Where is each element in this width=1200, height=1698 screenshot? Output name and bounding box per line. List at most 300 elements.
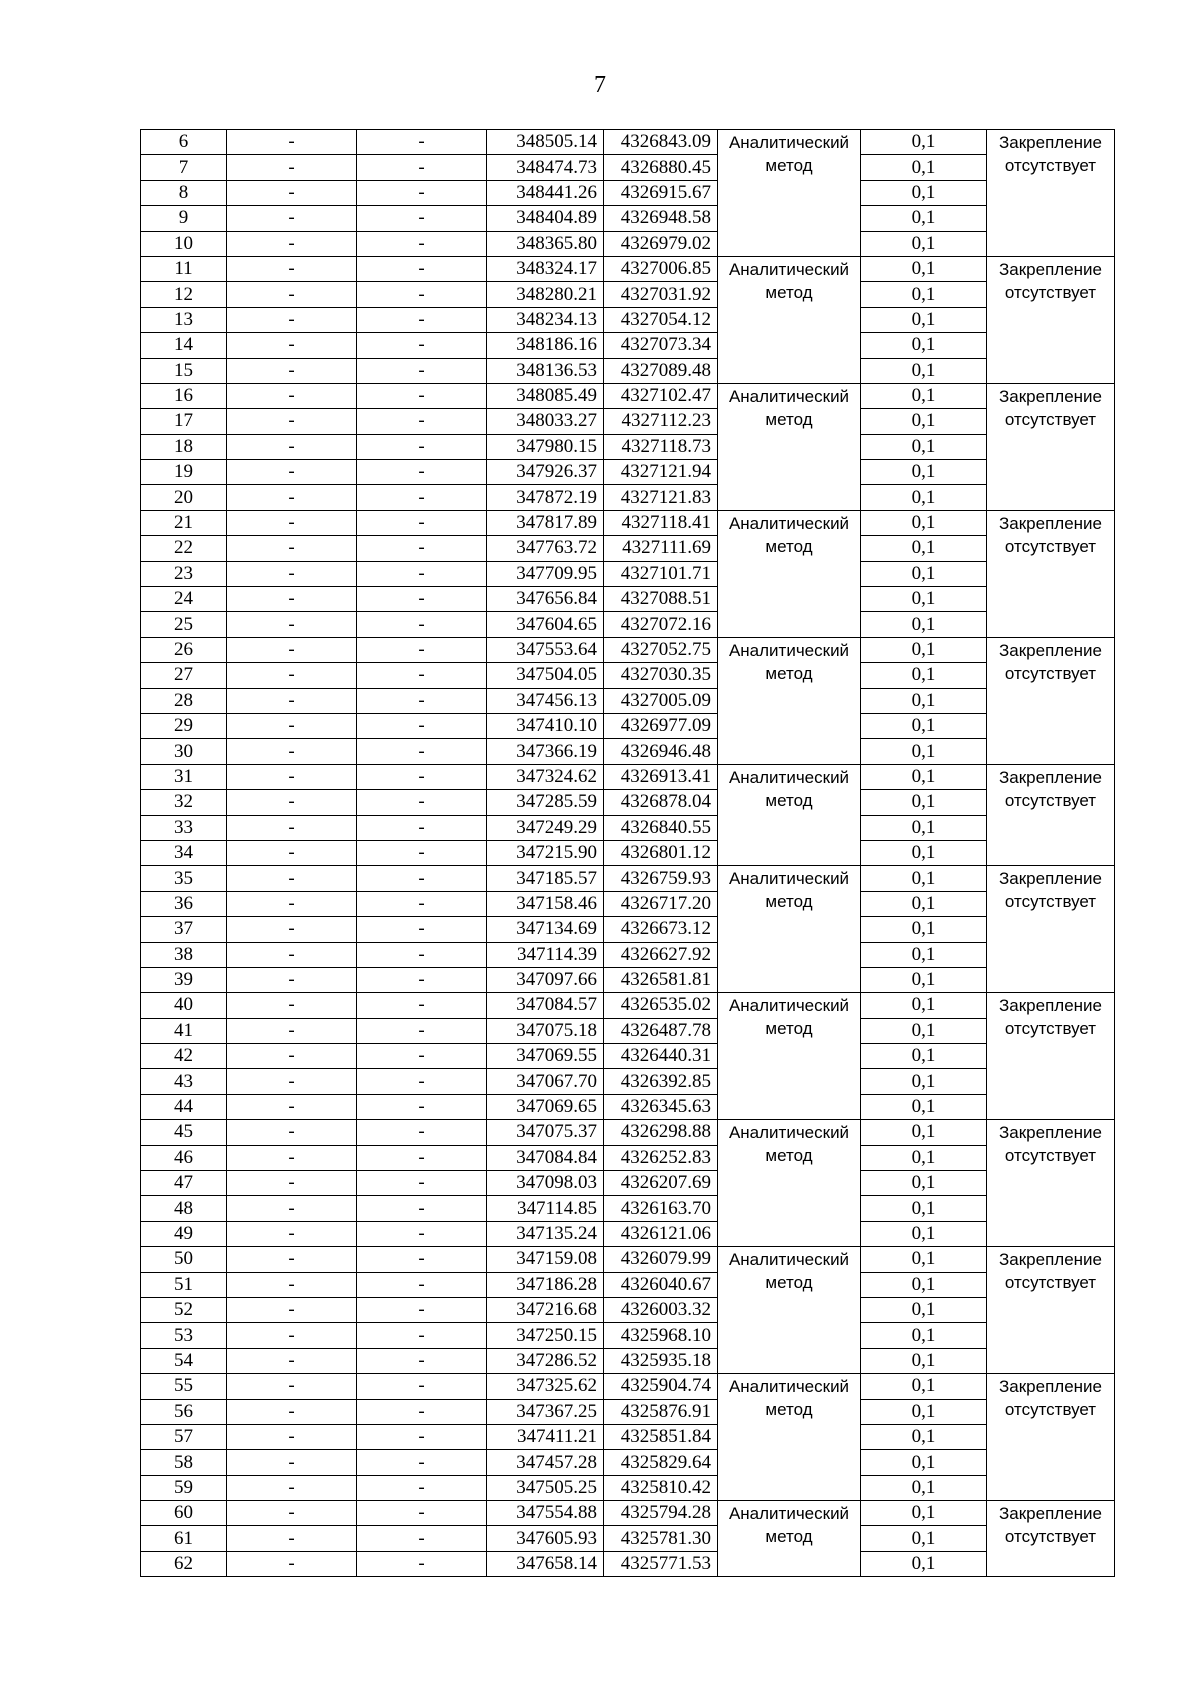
- table-row: [141, 637, 1115, 662]
- y-coordinate-cell: 4326207.69: [604, 1171, 718, 1196]
- dash-cell-2: -: [357, 1145, 487, 1170]
- table-row: [141, 333, 1115, 358]
- dash-cell-1: -: [227, 1272, 357, 1297]
- dash-cell-1: -: [227, 1526, 357, 1551]
- table-row: [141, 866, 1115, 891]
- table-row: [141, 536, 1115, 561]
- method-cell: Аналитический метод: [718, 1374, 861, 1501]
- table-row: [141, 561, 1115, 586]
- x-coordinate-cell: 347980.15: [487, 434, 604, 459]
- table-row: [141, 434, 1115, 459]
- y-coordinate-cell: 4327111.69: [604, 536, 718, 561]
- point-number-cell: 40: [141, 993, 227, 1018]
- x-coordinate-cell: 347604.65: [487, 612, 604, 637]
- dash-cell-2: -: [357, 1069, 487, 1094]
- accuracy-cell: 0,1: [861, 1348, 987, 1373]
- dash-cell-1: -: [227, 967, 357, 992]
- y-coordinate-cell: 4326581.81: [604, 967, 718, 992]
- y-coordinate-cell: 4327121.83: [604, 485, 718, 510]
- x-coordinate-cell: 348280.21: [487, 282, 604, 307]
- accuracy-cell: 0,1: [861, 1501, 987, 1526]
- dash-cell-2: -: [357, 891, 487, 916]
- dash-cell-2: -: [357, 460, 487, 485]
- table-row: [141, 1171, 1115, 1196]
- accuracy-cell: 0,1: [861, 840, 987, 865]
- accuracy-cell: 0,1: [861, 917, 987, 942]
- x-coordinate-cell: 347763.72: [487, 536, 604, 561]
- dash-cell-1: -: [227, 993, 357, 1018]
- x-coordinate-cell: 347250.15: [487, 1323, 604, 1348]
- accuracy-cell: 0,1: [861, 891, 987, 916]
- y-coordinate-cell: 4326979.02: [604, 231, 718, 256]
- table-row: [141, 206, 1115, 231]
- point-number-cell: 29: [141, 713, 227, 738]
- y-coordinate-cell: 4326717.20: [604, 891, 718, 916]
- x-coordinate-cell: 347324.62: [487, 764, 604, 789]
- dash-cell-1: -: [227, 764, 357, 789]
- fixation-cell: Закрепление отсутствует: [987, 1374, 1115, 1501]
- dash-cell-2: -: [357, 1297, 487, 1322]
- accuracy-cell: 0,1: [861, 637, 987, 662]
- dash-cell-2: -: [357, 510, 487, 535]
- y-coordinate-cell: 4326252.83: [604, 1145, 718, 1170]
- point-number-cell: 39: [141, 967, 227, 992]
- dash-cell-1: -: [227, 231, 357, 256]
- table-row: [141, 180, 1115, 205]
- y-coordinate-cell: 4325968.10: [604, 1323, 718, 1348]
- accuracy-cell: 0,1: [861, 1247, 987, 1272]
- table-row: [141, 942, 1115, 967]
- y-coordinate-cell: 4326298.88: [604, 1120, 718, 1145]
- method-cell: Аналитический метод: [718, 256, 861, 383]
- dash-cell-1: -: [227, 130, 357, 155]
- y-coordinate-cell: 4326878.04: [604, 790, 718, 815]
- x-coordinate-cell: 347605.93: [487, 1526, 604, 1551]
- point-number-cell: 60: [141, 1501, 227, 1526]
- table-row: [141, 1247, 1115, 1272]
- dash-cell-2: -: [357, 206, 487, 231]
- y-coordinate-cell: 4327005.09: [604, 688, 718, 713]
- table-row: [141, 1145, 1115, 1170]
- x-coordinate-cell: 348441.26: [487, 180, 604, 205]
- x-coordinate-cell: 347658.14: [487, 1551, 604, 1576]
- dash-cell-1: -: [227, 180, 357, 205]
- x-coordinate-cell: 347084.57: [487, 993, 604, 1018]
- dash-cell-2: -: [357, 1501, 487, 1526]
- point-number-cell: 20: [141, 485, 227, 510]
- y-coordinate-cell: 4326948.58: [604, 206, 718, 231]
- accuracy-cell: 0,1: [861, 1399, 987, 1424]
- point-number-cell: 15: [141, 358, 227, 383]
- dash-cell-1: -: [227, 663, 357, 688]
- dash-cell-1: -: [227, 739, 357, 764]
- accuracy-cell: 0,1: [861, 333, 987, 358]
- table-row: [141, 510, 1115, 535]
- x-coordinate-cell: 347325.62: [487, 1374, 604, 1399]
- dash-cell-2: -: [357, 1323, 487, 1348]
- point-number-cell: 52: [141, 1297, 227, 1322]
- accuracy-cell: 0,1: [861, 1171, 987, 1196]
- point-number-cell: 17: [141, 409, 227, 434]
- y-coordinate-cell: 4327006.85: [604, 256, 718, 281]
- point-number-cell: 19: [141, 460, 227, 485]
- table-row: [141, 1551, 1115, 1576]
- y-coordinate-cell: 4326843.09: [604, 130, 718, 155]
- y-coordinate-cell: 4326913.41: [604, 764, 718, 789]
- table-row: [141, 1018, 1115, 1043]
- x-coordinate-cell: 347135.24: [487, 1221, 604, 1246]
- dash-cell-1: -: [227, 587, 357, 612]
- dash-cell-2: -: [357, 1247, 487, 1272]
- accuracy-cell: 0,1: [861, 1526, 987, 1551]
- dash-cell-2: -: [357, 231, 487, 256]
- y-coordinate-cell: 4327054.12: [604, 307, 718, 332]
- accuracy-cell: 0,1: [861, 587, 987, 612]
- point-number-cell: 33: [141, 815, 227, 840]
- dash-cell-1: -: [227, 840, 357, 865]
- y-coordinate-cell: 4326627.92: [604, 942, 718, 967]
- fixation-cell: Закрепление отсутствует: [987, 1501, 1115, 1577]
- y-coordinate-cell: 4327118.73: [604, 434, 718, 459]
- point-number-cell: 18: [141, 434, 227, 459]
- table-row: [141, 1526, 1115, 1551]
- table-row: [141, 1297, 1115, 1322]
- accuracy-cell: 0,1: [861, 1196, 987, 1221]
- accuracy-cell: 0,1: [861, 1323, 987, 1348]
- x-coordinate-cell: 347075.37: [487, 1120, 604, 1145]
- accuracy-cell: 0,1: [861, 1120, 987, 1145]
- table-row: [141, 1221, 1115, 1246]
- accuracy-cell: 0,1: [861, 536, 987, 561]
- fixation-cell: Закрепление отсутствует: [987, 764, 1115, 866]
- dash-cell-2: -: [357, 561, 487, 586]
- point-number-cell: 59: [141, 1475, 227, 1500]
- dash-cell-2: -: [357, 155, 487, 180]
- point-number-cell: 37: [141, 917, 227, 942]
- dash-cell-1: -: [227, 891, 357, 916]
- accuracy-cell: 0,1: [861, 1094, 987, 1119]
- accuracy-cell: 0,1: [861, 206, 987, 231]
- accuracy-cell: 0,1: [861, 1424, 987, 1449]
- table-row: [141, 1424, 1115, 1449]
- accuracy-cell: 0,1: [861, 485, 987, 510]
- point-number-cell: 36: [141, 891, 227, 916]
- point-number-cell: 16: [141, 383, 227, 408]
- x-coordinate-cell: 348186.16: [487, 333, 604, 358]
- x-coordinate-cell: 347656.84: [487, 587, 604, 612]
- dash-cell-1: -: [227, 942, 357, 967]
- point-number-cell: 32: [141, 790, 227, 815]
- table-row: [141, 231, 1115, 256]
- y-coordinate-cell: 4326880.45: [604, 155, 718, 180]
- dash-cell-2: -: [357, 485, 487, 510]
- method-cell: Аналитический метод: [718, 1247, 861, 1374]
- accuracy-cell: 0,1: [861, 383, 987, 408]
- dash-cell-2: -: [357, 1475, 487, 1500]
- y-coordinate-cell: 4327088.51: [604, 587, 718, 612]
- dash-cell-1: -: [227, 637, 357, 662]
- point-number-cell: 41: [141, 1018, 227, 1043]
- method-cell: Аналитический метод: [718, 1501, 861, 1577]
- fixation-cell: Закрепление отсутствует: [987, 383, 1115, 510]
- table-row: [141, 409, 1115, 434]
- point-number-cell: 62: [141, 1551, 227, 1576]
- dash-cell-2: -: [357, 1348, 487, 1373]
- dash-cell-2: -: [357, 383, 487, 408]
- dash-cell-2: -: [357, 967, 487, 992]
- accuracy-cell: 0,1: [861, 1475, 987, 1500]
- x-coordinate-cell: 347504.05: [487, 663, 604, 688]
- dash-cell-1: -: [227, 1171, 357, 1196]
- dash-cell-2: -: [357, 1120, 487, 1145]
- y-coordinate-cell: 4327089.48: [604, 358, 718, 383]
- dash-cell-1: -: [227, 1399, 357, 1424]
- point-number-cell: 54: [141, 1348, 227, 1373]
- x-coordinate-cell: 347215.90: [487, 840, 604, 865]
- dash-cell-1: -: [227, 1094, 357, 1119]
- x-coordinate-cell: 347926.37: [487, 460, 604, 485]
- point-number-cell: 14: [141, 333, 227, 358]
- dash-cell-2: -: [357, 840, 487, 865]
- point-number-cell: 12: [141, 282, 227, 307]
- y-coordinate-cell: 4327072.16: [604, 612, 718, 637]
- x-coordinate-cell: 348085.49: [487, 383, 604, 408]
- table-row: [141, 1069, 1115, 1094]
- dash-cell-1: -: [227, 1348, 357, 1373]
- dash-cell-1: -: [227, 1069, 357, 1094]
- dash-cell-1: -: [227, 1297, 357, 1322]
- table-row: [141, 256, 1115, 281]
- point-number-cell: 35: [141, 866, 227, 891]
- y-coordinate-cell: 4326079.99: [604, 1247, 718, 1272]
- x-coordinate-cell: 347159.08: [487, 1247, 604, 1272]
- dash-cell-2: -: [357, 1196, 487, 1221]
- y-coordinate-cell: 4326040.67: [604, 1272, 718, 1297]
- dash-cell-2: -: [357, 688, 487, 713]
- fixation-cell: Закрепление отсутствует: [987, 510, 1115, 637]
- x-coordinate-cell: 347286.52: [487, 1348, 604, 1373]
- table-row: [141, 130, 1115, 155]
- dash-cell-2: -: [357, 1094, 487, 1119]
- point-number-cell: 44: [141, 1094, 227, 1119]
- method-cell: Аналитический метод: [718, 764, 861, 866]
- accuracy-cell: 0,1: [861, 1272, 987, 1297]
- dash-cell-2: -: [357, 1551, 487, 1576]
- y-coordinate-cell: 4327073.34: [604, 333, 718, 358]
- y-coordinate-cell: 4326673.12: [604, 917, 718, 942]
- dash-cell-2: -: [357, 333, 487, 358]
- table-row: [141, 993, 1115, 1018]
- y-coordinate-cell: 4327102.47: [604, 383, 718, 408]
- method-cell: Аналитический метод: [718, 1120, 861, 1247]
- table-row: [141, 967, 1115, 992]
- fixation-cell: Закрепление отсутствует: [987, 1247, 1115, 1374]
- y-coordinate-cell: 4325810.42: [604, 1475, 718, 1500]
- y-coordinate-cell: 4327030.35: [604, 663, 718, 688]
- dash-cell-2: -: [357, 942, 487, 967]
- method-cell: Аналитический метод: [718, 866, 861, 993]
- accuracy-cell: 0,1: [861, 358, 987, 383]
- accuracy-cell: 0,1: [861, 1044, 987, 1069]
- table-row: [141, 1120, 1115, 1145]
- x-coordinate-cell: 347366.19: [487, 739, 604, 764]
- x-coordinate-cell: 347410.10: [487, 713, 604, 738]
- y-coordinate-cell: 4325935.18: [604, 1348, 718, 1373]
- x-coordinate-cell: 347067.70: [487, 1069, 604, 1094]
- dash-cell-2: -: [357, 764, 487, 789]
- x-coordinate-cell: 347367.25: [487, 1399, 604, 1424]
- y-coordinate-cell: 4325904.74: [604, 1374, 718, 1399]
- table-row: [141, 663, 1115, 688]
- method-cell: Аналитический метод: [718, 130, 861, 257]
- point-number-cell: 51: [141, 1272, 227, 1297]
- dash-cell-2: -: [357, 1424, 487, 1449]
- dash-cell-1: -: [227, 307, 357, 332]
- dash-cell-1: -: [227, 612, 357, 637]
- dash-cell-1: -: [227, 282, 357, 307]
- y-coordinate-cell: 4326946.48: [604, 739, 718, 764]
- table-row: [141, 383, 1115, 408]
- point-number-cell: 57: [141, 1424, 227, 1449]
- dash-cell-2: -: [357, 409, 487, 434]
- y-coordinate-cell: 4325851.84: [604, 1424, 718, 1449]
- dash-cell-1: -: [227, 815, 357, 840]
- y-coordinate-cell: 4326487.78: [604, 1018, 718, 1043]
- fixation-cell: Закрепление отсутствует: [987, 993, 1115, 1120]
- accuracy-cell: 0,1: [861, 282, 987, 307]
- table-row: [141, 1348, 1115, 1373]
- dash-cell-2: -: [357, 536, 487, 561]
- table-row: [141, 358, 1115, 383]
- table-row: [141, 688, 1115, 713]
- dash-cell-1: -: [227, 256, 357, 281]
- dash-cell-1: -: [227, 917, 357, 942]
- x-coordinate-cell: 347216.68: [487, 1297, 604, 1322]
- dash-cell-1: -: [227, 1247, 357, 1272]
- point-number-cell: 38: [141, 942, 227, 967]
- accuracy-cell: 0,1: [861, 739, 987, 764]
- fixation-cell: Закрепление отсутствует: [987, 1120, 1115, 1247]
- table-row: [141, 1272, 1115, 1297]
- point-number-cell: 45: [141, 1120, 227, 1145]
- accuracy-cell: 0,1: [861, 1018, 987, 1043]
- dash-cell-1: -: [227, 485, 357, 510]
- method-cell: Аналитический метод: [718, 383, 861, 510]
- dash-cell-2: -: [357, 434, 487, 459]
- dash-cell-2: -: [357, 790, 487, 815]
- accuracy-cell: 0,1: [861, 561, 987, 586]
- accuracy-cell: 0,1: [861, 510, 987, 535]
- accuracy-cell: 0,1: [861, 790, 987, 815]
- point-number-cell: 6: [141, 130, 227, 155]
- table-row: [141, 1374, 1115, 1399]
- dash-cell-1: -: [227, 1196, 357, 1221]
- table-row: [141, 155, 1115, 180]
- dash-cell-2: -: [357, 1526, 487, 1551]
- table-row: [141, 713, 1115, 738]
- dash-cell-1: -: [227, 510, 357, 535]
- dash-cell-1: -: [227, 155, 357, 180]
- coordinates-table-body: [141, 130, 1115, 1577]
- point-number-cell: 31: [141, 764, 227, 789]
- point-number-cell: 9: [141, 206, 227, 231]
- accuracy-cell: 0,1: [861, 1551, 987, 1576]
- dash-cell-2: -: [357, 1374, 487, 1399]
- dash-cell-1: -: [227, 383, 357, 408]
- accuracy-cell: 0,1: [861, 256, 987, 281]
- x-coordinate-cell: 347158.46: [487, 891, 604, 916]
- y-coordinate-cell: 4325876.91: [604, 1399, 718, 1424]
- point-number-cell: 61: [141, 1526, 227, 1551]
- accuracy-cell: 0,1: [861, 713, 987, 738]
- point-number-cell: 13: [141, 307, 227, 332]
- dash-cell-1: -: [227, 460, 357, 485]
- fixation-cell: Закрепление отсутствует: [987, 637, 1115, 764]
- dash-cell-1: -: [227, 1145, 357, 1170]
- table-row: [141, 307, 1115, 332]
- fixation-cell: Закрепление отсутствует: [987, 256, 1115, 383]
- point-number-cell: 56: [141, 1399, 227, 1424]
- y-coordinate-cell: 4327052.75: [604, 637, 718, 662]
- x-coordinate-cell: 348474.73: [487, 155, 604, 180]
- accuracy-cell: 0,1: [861, 967, 987, 992]
- dash-cell-2: -: [357, 256, 487, 281]
- x-coordinate-cell: 347075.18: [487, 1018, 604, 1043]
- x-coordinate-cell: 347069.55: [487, 1044, 604, 1069]
- x-coordinate-cell: 347553.64: [487, 637, 604, 662]
- point-number-cell: 49: [141, 1221, 227, 1246]
- point-number-cell: 55: [141, 1374, 227, 1399]
- point-number-cell: 22: [141, 536, 227, 561]
- dash-cell-1: -: [227, 561, 357, 586]
- x-coordinate-cell: 348404.89: [487, 206, 604, 231]
- dash-cell-1: -: [227, 206, 357, 231]
- point-number-cell: 47: [141, 1171, 227, 1196]
- accuracy-cell: 0,1: [861, 1450, 987, 1475]
- point-number-cell: 21: [141, 510, 227, 535]
- y-coordinate-cell: 4326345.63: [604, 1094, 718, 1119]
- dash-cell-1: -: [227, 358, 357, 383]
- y-coordinate-cell: 4326440.31: [604, 1044, 718, 1069]
- x-coordinate-cell: 347097.66: [487, 967, 604, 992]
- accuracy-cell: 0,1: [861, 307, 987, 332]
- accuracy-cell: 0,1: [861, 866, 987, 891]
- y-coordinate-cell: 4326915.67: [604, 180, 718, 205]
- accuracy-cell: 0,1: [861, 180, 987, 205]
- table-row: [141, 1399, 1115, 1424]
- x-coordinate-cell: 347285.59: [487, 790, 604, 815]
- accuracy-cell: 0,1: [861, 1297, 987, 1322]
- dash-cell-2: -: [357, 587, 487, 612]
- x-coordinate-cell: 347134.69: [487, 917, 604, 942]
- point-number-cell: 53: [141, 1323, 227, 1348]
- x-coordinate-cell: 347084.84: [487, 1145, 604, 1170]
- table-row: [141, 840, 1115, 865]
- x-coordinate-cell: 347411.21: [487, 1424, 604, 1449]
- dash-cell-2: -: [357, 1044, 487, 1069]
- table-row: [141, 1044, 1115, 1069]
- dash-cell-2: -: [357, 637, 487, 662]
- point-number-cell: 48: [141, 1196, 227, 1221]
- y-coordinate-cell: 4326003.32: [604, 1297, 718, 1322]
- dash-cell-2: -: [357, 1399, 487, 1424]
- dash-cell-1: -: [227, 1120, 357, 1145]
- dash-cell-2: -: [357, 130, 487, 155]
- y-coordinate-cell: 4326392.85: [604, 1069, 718, 1094]
- dash-cell-2: -: [357, 1450, 487, 1475]
- table-row: [141, 612, 1115, 637]
- accuracy-cell: 0,1: [861, 460, 987, 485]
